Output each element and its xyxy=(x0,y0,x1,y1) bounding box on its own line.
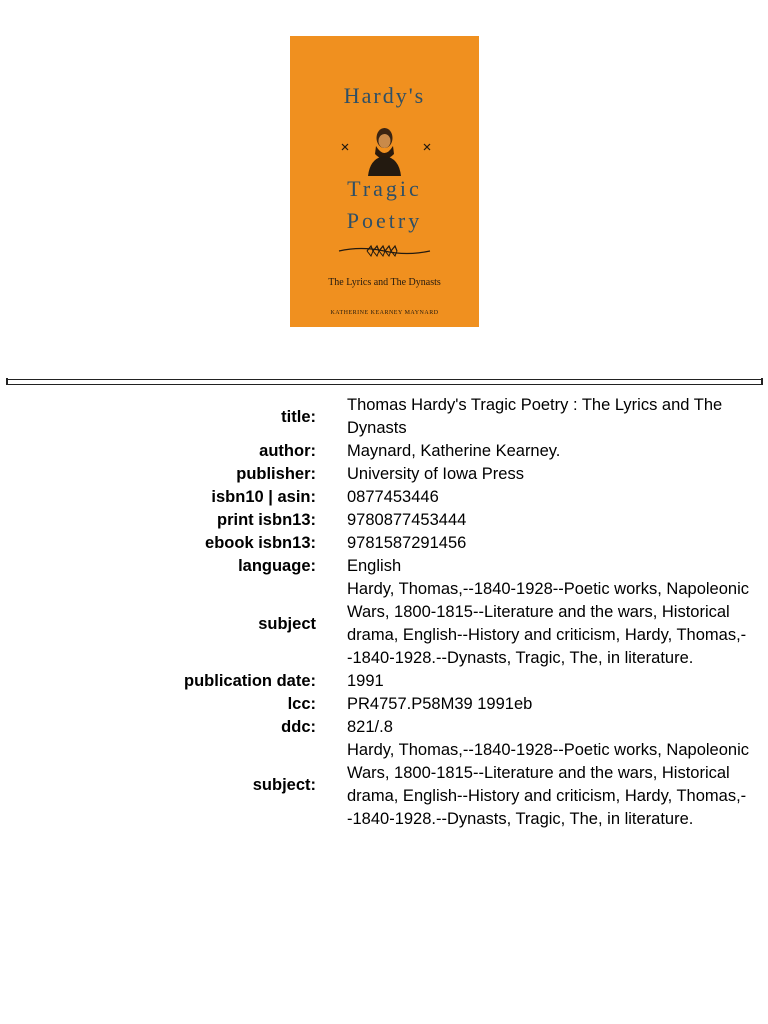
ddc-value: 821/.8 xyxy=(347,718,393,736)
publication-date-value: 1991 xyxy=(347,672,384,690)
language-value: English xyxy=(347,557,402,575)
subject-label-2: subject: xyxy=(252,775,316,794)
title-value: Thomas Hardy's Tragic Poetry : The Lyrics and The Dynasts xyxy=(347,396,723,437)
ddc-label: ddc: xyxy=(281,718,316,736)
meta-row-print-isbn13 xyxy=(0,509,768,532)
meta-row-publication-date xyxy=(0,670,768,693)
print-isbn13-label: print isbn13: xyxy=(216,511,316,529)
language-label: language: xyxy=(238,557,316,575)
meta-row-ddc xyxy=(0,716,768,739)
meta-row-subject-2 xyxy=(0,739,768,831)
subject-value-2: Hardy, Thomas,--1840-1928--Poetic works, Napoleonic Wars, 1800-1815--Literature and the wars, Historical drama, English--History and criticism, Hardy, Thomas,--1840-1928.--Dynasts, Tragic, The, in literature. xyxy=(347,741,749,828)
isbn10-label: isbn10 | asin: xyxy=(211,488,316,506)
cover-title-line2: Tragic xyxy=(347,176,422,201)
title-label: title: xyxy=(281,407,316,426)
meta-row-subject-1 xyxy=(0,578,768,670)
divider-cap-left xyxy=(6,378,8,385)
meta-row-title xyxy=(0,394,768,440)
isbn10-value: 0877453446 xyxy=(347,488,439,506)
divider-cap-right xyxy=(761,378,763,385)
ornament-star-right-icon xyxy=(424,144,430,150)
metadata-table xyxy=(0,394,768,831)
publication-date-label: publication date: xyxy=(184,672,316,690)
cover-title-line3: Poetry xyxy=(346,208,423,233)
meta-row-isbn10 xyxy=(0,486,768,509)
ebook-isbn13-label: ebook isbn13: xyxy=(205,534,316,552)
publisher-label: publisher: xyxy=(236,465,316,483)
ebook-isbn13-value: 9781587291456 xyxy=(347,534,467,552)
ornament-star-left-icon xyxy=(342,144,348,150)
subject-label: subject xyxy=(258,614,316,633)
author-label: author: xyxy=(259,442,316,460)
meta-row-publisher xyxy=(0,463,768,486)
meta-row-author xyxy=(0,440,768,463)
divider xyxy=(7,379,762,385)
lcc-label: lcc: xyxy=(287,695,316,713)
subject-value: Hardy, Thomas,--1840-1928--Poetic works, Napoleonic Wars, 1800-1815--Literature and the wars, Historical drama, English--History and criticism, Hardy, Thomas,--1840-1928.--Dynasts, Tragic, The, in literature. xyxy=(347,580,749,667)
vine-ornament-icon xyxy=(337,242,432,260)
publisher-value: University of Iowa Press xyxy=(347,465,524,483)
portrait-illustration xyxy=(290,124,479,176)
cover-author: KATHERINE KEARNEY MAYNARD xyxy=(330,310,439,316)
cover-title-line1: Hardy's xyxy=(343,83,426,108)
meta-row-ebook-isbn13 xyxy=(0,532,768,555)
meta-row-language xyxy=(0,555,768,578)
cover-subtitle: The Lyrics and The Dynasts xyxy=(328,277,441,288)
print-isbn13-value: 9780877453444 xyxy=(347,511,467,529)
meta-row-lcc xyxy=(0,693,768,716)
book-cover xyxy=(290,36,479,327)
lcc-value: PR4757.P58M39 1991eb xyxy=(347,695,533,713)
author-value: Maynard, Katherine Kearney. xyxy=(347,442,561,460)
